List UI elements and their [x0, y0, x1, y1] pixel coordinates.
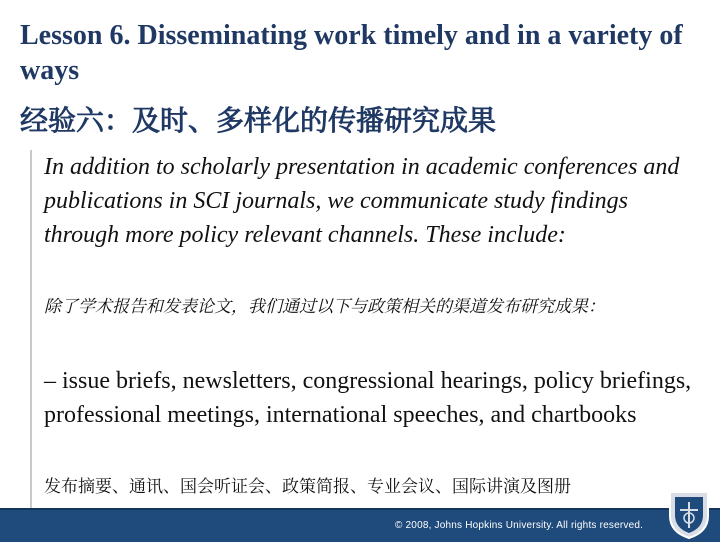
copyright-notice: © 2008, Johns Hopkins University. All rights reserved. — [395, 520, 644, 531]
channels-bullet-chinese: 发布摘要、通讯、国会听证会、政策简报、专业会议、国际讲演及图册 — [44, 477, 571, 497]
slide-title: Lesson 6. Disseminating work timely and in a variety of ways — [20, 20, 683, 86]
slide-title-chinese: 经验六：及时、多样化的传播研究成果 — [20, 104, 497, 137]
intro-paragraph: In addition to scholarly presentation in academic conferences and publications in SCI journals, we communicate study findings through more policy relevant channels. These include: — [44, 154, 680, 248]
footer-bar — [0, 508, 720, 542]
channels-bullet: – issue briefs, newsletters, congressional hearings, policy briefings, professional meetings, international speeches, and chartbooks — [44, 368, 692, 428]
university-seal-icon — [666, 488, 712, 540]
intro-paragraph-chinese: 除了学术报告和发表论文，我们通过以下与政策相关的渠道发布研究成果： — [44, 297, 605, 317]
content-area — [30, 150, 708, 510]
